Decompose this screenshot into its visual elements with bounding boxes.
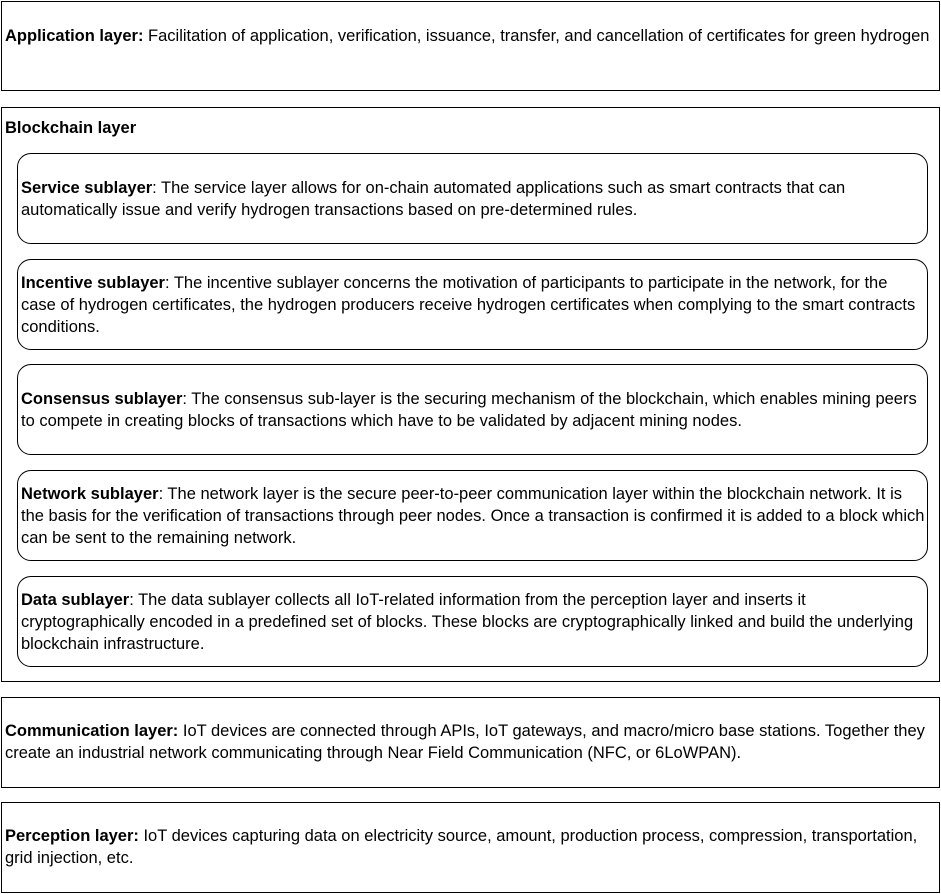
application-layer-text: Facilitation of application, verification, issuance, transfer, and cancellation of certificates for green hydrogen: [143, 27, 930, 45]
blockchain-layer-box: [1, 107, 940, 682]
service-sublayer-title: Service sublayer: [21, 179, 153, 197]
application-layer-title: Application layer:: [5, 27, 144, 45]
service-sublayer-text: : The service layer allows for on-chain automated applications such as smart contracts that can automatically issue and verify hydrogen transactions based on pre-determined rules.: [21, 179, 846, 219]
consensus-sublayer-text: : The consensus sub-layer is the securing mechanism of the blockchain, which enables mining peers to compete in creating blocks of transactions which have to be validated by adjacent mining nodes.: [21, 390, 917, 430]
consensus-sublayer-title: Consensus sublayer: [21, 390, 183, 408]
communication-layer-text: IoT devices are connected through APIs, IoT gateways, and macro/micro base stations. Together they create an industrial network communicating through Near Field Communication (NFC, or 6LoWPAN).: [5, 722, 925, 762]
incentive-sublayer-description: [21, 272, 925, 338]
application-layer-description: [5, 25, 933, 47]
service-sublayer-description: [21, 177, 925, 221]
data-sublayer-box: [17, 576, 928, 667]
data-sublayer-description: [21, 589, 925, 655]
incentive-sublayer-box: [17, 259, 928, 350]
network-sublayer-title: Network sublayer: [21, 485, 159, 503]
data-sublayer-title: Data sublayer: [21, 591, 130, 609]
data-sublayer-text: : The data sublayer collects all IoT-related information from the perception layer and inserts it cryptographically encoded in a predefined set of blocks. These blocks are cryptographically linked and build the underlying blockchain infrastructure.: [21, 591, 914, 653]
perception-layer-title: Perception layer:: [5, 827, 139, 845]
blockchain-layer-title: Blockchain layer: [5, 119, 137, 137]
incentive-sublayer-title: Incentive sublayer: [21, 274, 165, 292]
communication-layer-description: [5, 720, 933, 764]
incentive-sublayer-text: : The incentive sublayer concerns the motivation of participants to participate in the network, for the case of hydrogen certificates, the hydrogen producers receive hydrogen certificates when complying to the smart contracts conditions.: [21, 274, 916, 336]
perception-layer-box: [1, 802, 940, 893]
communication-layer-box: [1, 697, 940, 788]
perception-layer-description: [5, 825, 933, 869]
network-sublayer-description: [21, 483, 925, 549]
consensus-sublayer-description: [21, 388, 925, 432]
service-sublayer-box: [17, 153, 928, 244]
perception-layer-text: IoT devices capturing data on electricity source, amount, production process, compression, transportation, grid injection, etc.: [5, 827, 918, 867]
network-sublayer-box: [17, 470, 928, 561]
application-layer-box: [1, 1, 940, 91]
consensus-sublayer-box: [17, 364, 928, 455]
network-sublayer-text: : The network layer is the secure peer-to-peer communication layer within the blockchain network. It is the basis for the verification of transactions through peer nodes. Once a transaction is confirmed it is added to a block which can be sent to the remaining network.: [21, 485, 925, 547]
communication-layer-title: Communication layer:: [5, 722, 179, 740]
